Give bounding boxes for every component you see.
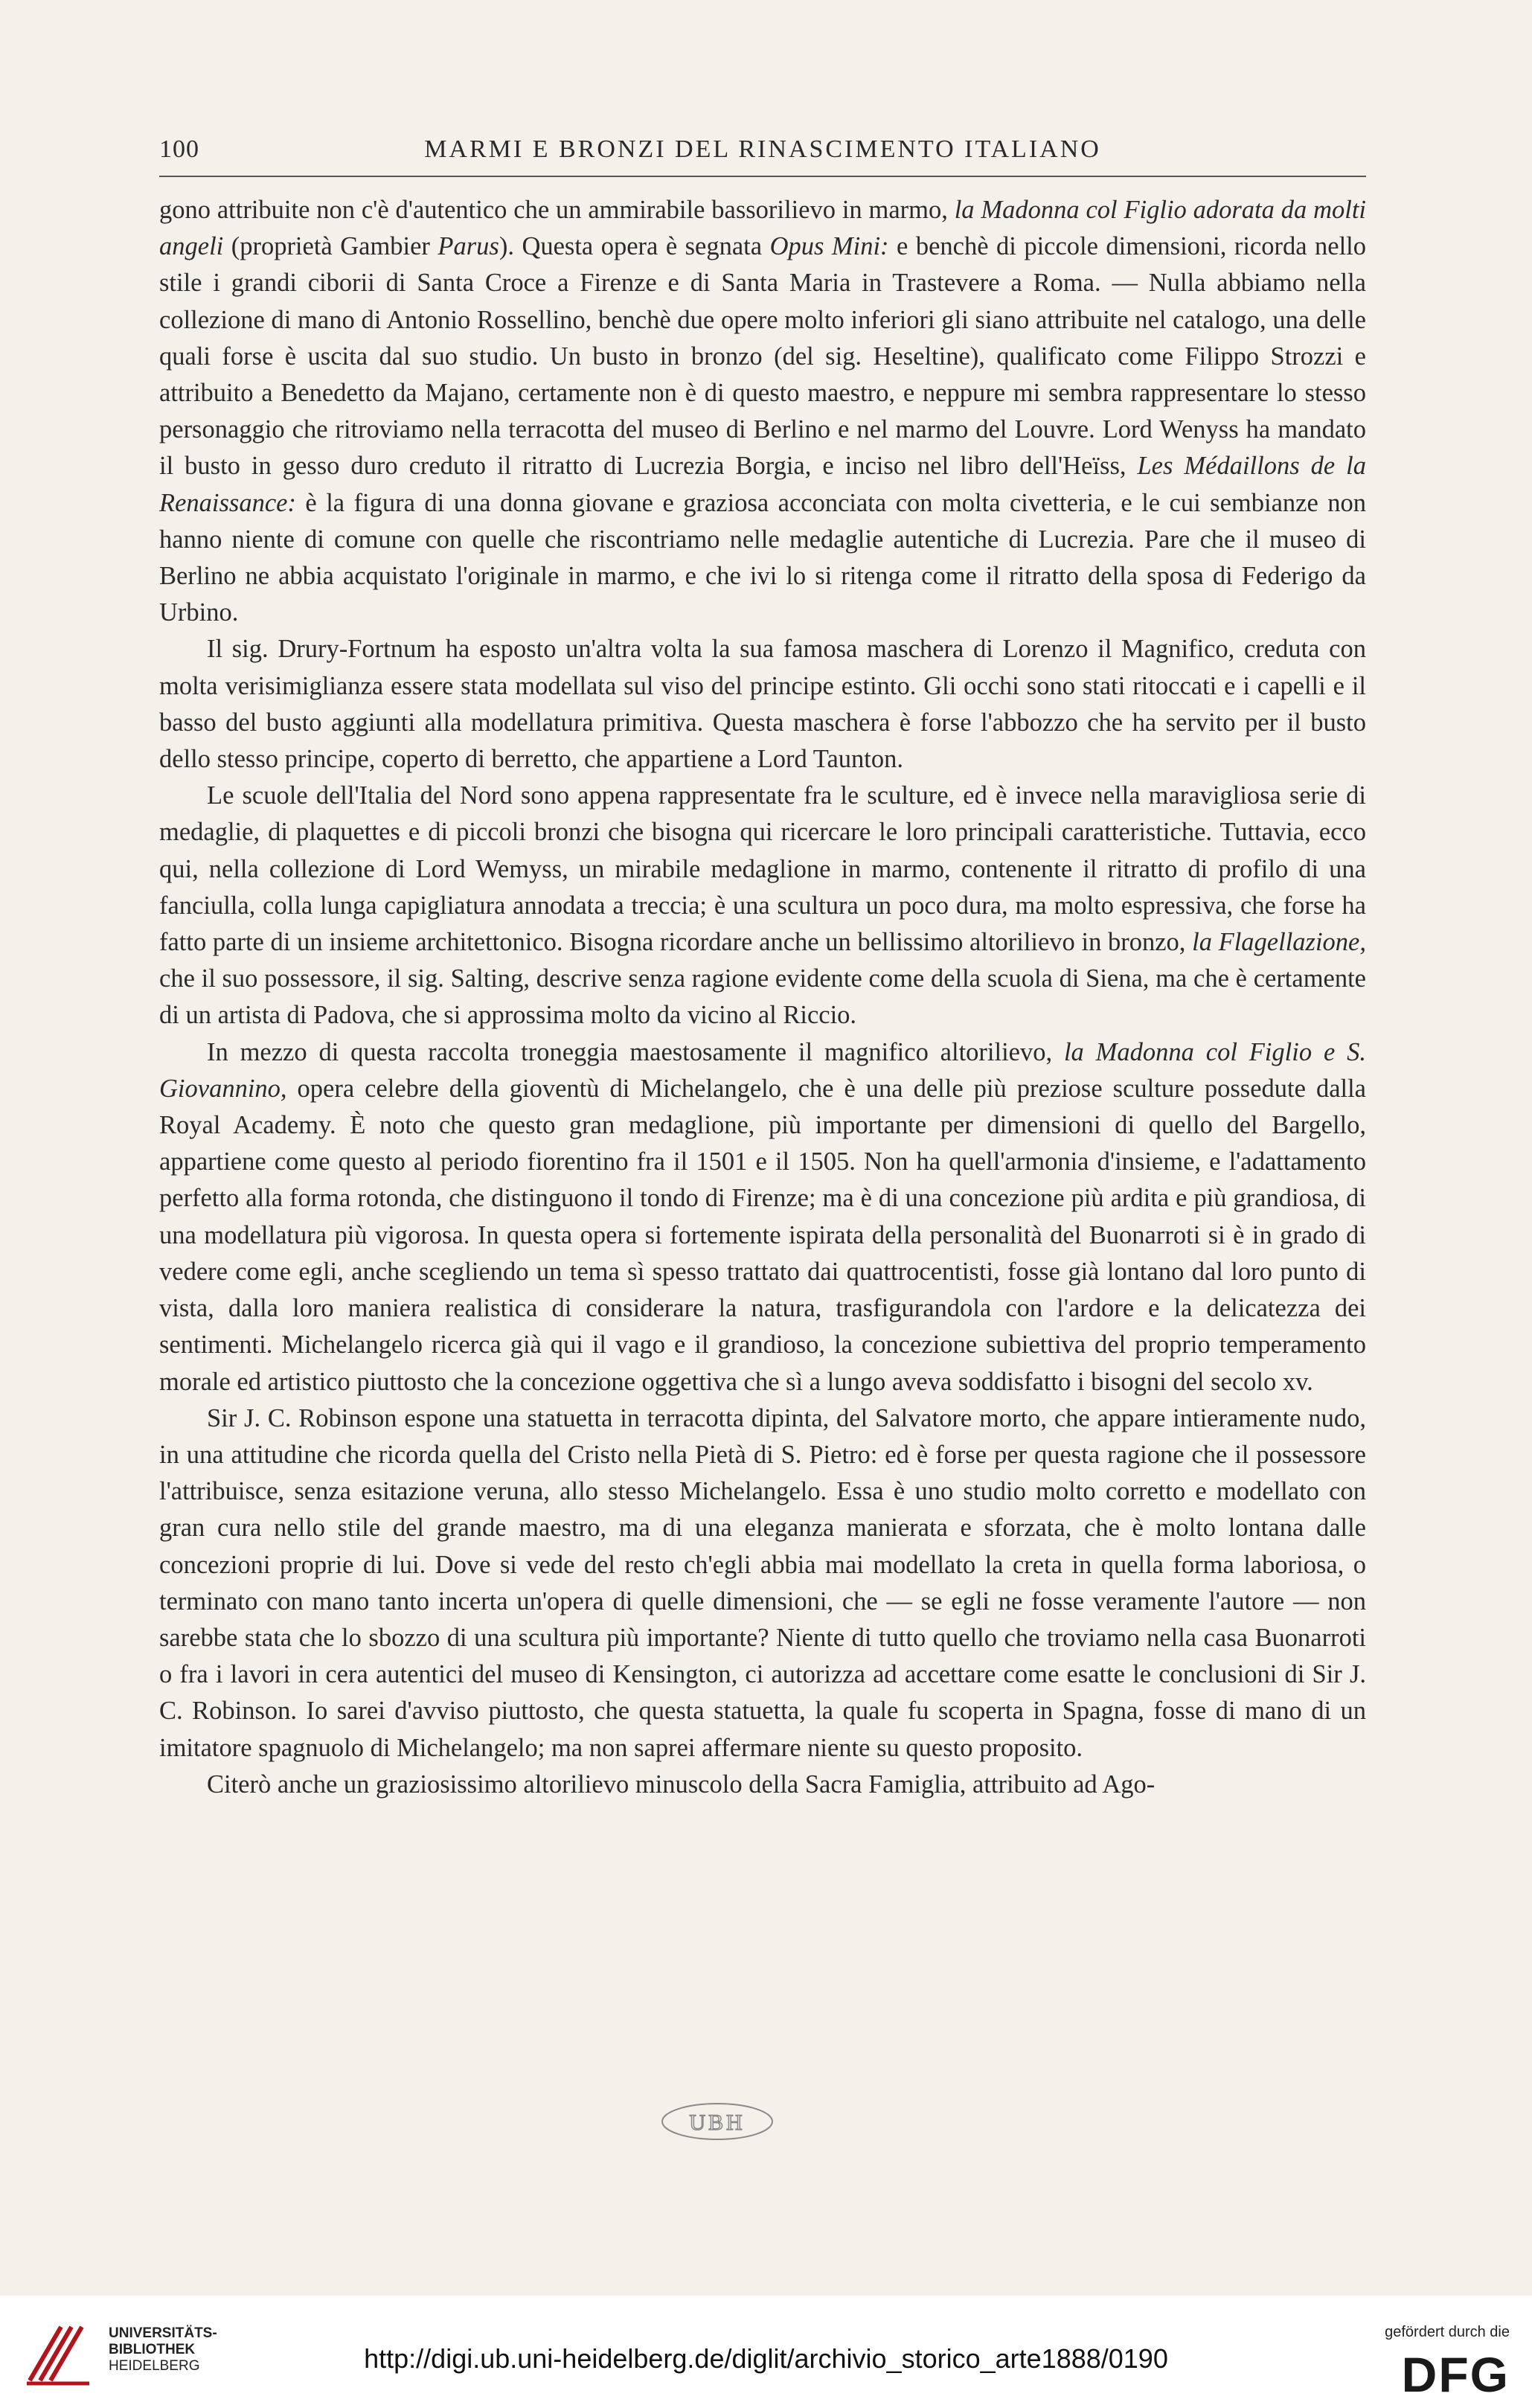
paragraph [159,1767,1366,1803]
text-run: (proprietà Gambier [223,232,438,261]
running-title: MARMI E BRONZI DEL RINASCIMENTO ITALIANO [424,135,1101,163]
italic-text: la Flagellazione, [1192,928,1366,957]
text-run: In mezzo di questa raccolta troneggia maestosamente il magnifico altorilievo, [207,1037,1064,1066]
page-header [159,131,1366,177]
text-run: ). Questa opera è segnata [499,232,770,261]
text-run: Citerò anche un graziosissimo altorilievo minuscolo della Sacra Famiglia, attribuito ad Ago- [207,1770,1156,1799]
library-line-2: BIBLIOTHEK [109,2342,196,2357]
italic-text: Opus Mini: [769,232,889,261]
paragraph [159,1034,1366,1400]
text-run: Sir J. C. Robinson espone una statuetta in terracotta dipinta, del Salvatore morto, che appare intieramente nudo, in una attitudine che ricorda quella del Cristo nella Pietà di S. Pietro: ed è forse per questa ragione che il possessore l'attribuisce, senza esitazione veruna, allo stesso Michelangelo. Essa è uno studio molto corretto e modellato con gran cura nello stile del grande maestro, ma di una eleganza manierata e sforzata, che è molto lontana dalle concezioni proprie di lui. Dove si vede del resto ch'egli abbia mai modellato la creta in quella forma laboriosa, o terminato con mano tanto incerta un'opera di quelle dimensioni, che — se egli ne fosse veramente l'autore — non sarebbe stata che lo sbozzo di una scultura più importante? Niente di tutto quello che troviamo nella casa Buonarroti o fra i lavori in cera autentici del museo di Kensington, ci autorizza ad accettare come esatte le conclusioni di Sir J. C. Robinson. Io sarei d'avviso piuttosto, che questa statuetta, la quale fu scoperta in Spagna, fosse di mano di un imitatore spagnuolo di Michelangelo; ma non saprei affermare niente su questo proposito. [159,1403,1366,1762]
funding-note: gefördert durch die [1385,2324,1510,2340]
library-line-3: HEIDELBERG [109,2358,200,2374]
text-run: e benchè di piccole dimensioni, ricorda nello stile i grandi ciborii di Santa Croce a Firenze e di Santa Maria in Trastevere a Roma. — Nulla abbiamo nella collezione di mano di Antonio Rossellino, benchè due opere molto inferiori gli siano attribuite nel catalogo, una delle quali forse è uscita dal suo studio. Un busto in bronzo (del sig. Heseltine), qualificato come Filippo Strozzi e attribuito a Benedetto da Majano, certamente non è di questo maestro, e neppure mi sembra rappresentare lo stesso personaggio che ritroviamo nella terracotta del museo di Berlino e nel marmo del Louvre. Lord Wenyss ha mandato il busto in gesso duro creduto il ritratto di Lucrezia Borgia, e inciso nel libro dell'Heïss, [159,232,1367,481]
text-run: opera celebre della gioventù di Michelangelo, che è una delle più preziose sculture possedute dalla Royal Academy. È noto che questo gran medaglione, più importante per dimensioni di quello del Bargello, appartiene come questo al periodo fiorentino fra il 1501 e il 1505. Non ha quell'armonia d'insieme, e l'adattamento perfetto alla forma rotonda, che distinguono il tondo di Firenze; ma è di una concezione più ardita e più grandiosa, di una modellatura più vigorosa. In questa opera si fortemente ispirata della personalità del Buonarroti si è in grado di vedere come egli, anche scegliendo un tema sì spesso trattato dai quattrocentisti, fosse già lontano dal loro punto di vista, dalla loro maniera realistica di considerare la natura, trasfigurandola con l'ardore e la delicatezza dei sentimenti. Michelangelo ricerca già qui il vago e il grandioso, la concezione subiettiva del proprio temperamento morale ed artistico piuttosto che la concezione oggettiva che sì a lungo aveva soddisfatto i bisogni del secolo xv. [159,1074,1366,1396]
italic-text: la Madonna col Figlio e S. Giovannino, [159,1037,1366,1103]
source-url-link[interactable]: http://digi.ub.uni-heidelberg.de/diglit/archivio_storico_arte1888/0190 [364,2343,1168,2374]
text-run: è la figura di una donna giovane e graziosa acconciata con molta civetteria, e le cui sembianze non hanno niente di comune con quelle che riscontriamo nelle medaglie autentiche di Lucrezia. Pare che il museo di Berlino ne abbia acquistato l'originale in marmo, e che ivi lo si ritenga come il ritratto della sposa di Federigo da Urbino. [159,488,1366,627]
dfg-logo: DFG [1401,2347,1510,2402]
stamp-text: UBH [689,2110,746,2135]
italic-text: Les Médaillons de la Renaissance: [159,452,1366,517]
text-run: che il suo possessore, il sig. Salting, descrive senza ragione evidente come della scuola di Siena, ma che è certamente di un artista di Padova, che si approssima molto da vicino al Riccio. [159,964,1366,1030]
paragraph [159,1400,1366,1767]
paragraph [159,192,1366,631]
library-line-1: UNIVERSITÄTS- [109,2325,217,2341]
italic-text: la Madonna col Figlio adorata da molti angeli [159,196,1366,261]
page-number: 100 [159,135,199,163]
paragraph [159,778,1366,1034]
text-run: Le scuole dell'Italia del Nord sono appena rappresentate fra le sculture, ed è invece nella maravigliosa serie di medaglie, di plaquettes e di piccoli bronzi che bisogna qui ricercare le loro principali caratteristiche. Tuttavia, ecco qui, nella collezione di Lord Wemyss, un mirabile medaglione in marmo, contenente il ritratto di profilo di una fanciulla, colla lunga capigliatura annodata a treccia; è una scultura un poco dura, ma molto espressiva, che forse ha fatto parte di un insieme architettonico. Bisogna ricordare anche un bellissimo altorilievo in bronzo, [159,781,1366,957]
body-text [159,192,1366,1803]
text-run: gono attribuite non c'è d'autentico che un ammirabile bassorilievo in marmo, [159,196,955,224]
italic-text: Parus [438,232,499,261]
footer-bar [0,2296,1532,2408]
paragraph [159,631,1366,778]
text-run: Il sig. Drury-Fortnum ha esposto un'altra volta la sua famosa maschera di Lorenzo il Magnifico, creduta con molta verisimiglianza essere stata modellata sul viso del principe estinto. Gli occhi sono stati ritoccati e i capelli e il basso del busto aggiunti alla modellatura primitiva. Questa maschera è forse l'abbozzo che ha servito per il busto dello stesso principe, coperto di berretto, che appartiene a Lord Taunton. [159,635,1366,774]
library-stamp [658,2100,777,2143]
